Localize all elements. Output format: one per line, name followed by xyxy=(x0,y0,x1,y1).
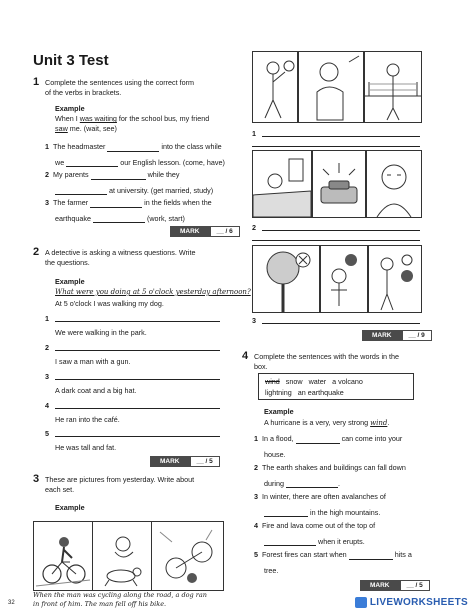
text: house. xyxy=(264,449,286,459)
text: A hurricane is a very, very strong xyxy=(264,418,371,427)
instr-line: each set. xyxy=(45,484,75,494)
text: Fire and lava come out of the top of xyxy=(262,521,376,530)
example-question: What were you doing at 5 o'clock yesterday afternoon? xyxy=(55,288,251,296)
text: (work, start) xyxy=(146,213,185,223)
answer-blank[interactable] xyxy=(264,538,316,546)
picture-set-2-b xyxy=(312,150,366,218)
mark-value[interactable]: __ / 6 xyxy=(210,226,240,237)
text: at university. (get married, study) xyxy=(109,185,214,195)
text: we xyxy=(55,157,65,167)
caption-line: When the man was cycling along the road, a dog ran xyxy=(33,591,207,599)
section-3-instructions xyxy=(45,475,194,494)
section-2-mark xyxy=(150,456,220,467)
item-number: 1 xyxy=(252,129,256,138)
text: in the high mountains. xyxy=(310,507,381,517)
word-box-word: water xyxy=(308,377,327,386)
answer-blank[interactable] xyxy=(286,480,338,488)
word-box-word: an earthquake xyxy=(297,387,344,397)
liveworksheets-logo[interactable] xyxy=(355,597,468,608)
item-number: 3 xyxy=(252,316,256,325)
example-label: Example xyxy=(55,104,85,113)
mark-label: MARK xyxy=(362,330,402,341)
example-answer: saw xyxy=(55,123,68,133)
answer-blank[interactable] xyxy=(296,436,340,444)
item-number: 5 xyxy=(45,429,49,438)
text: can come into your xyxy=(341,434,403,443)
item-number: 4 xyxy=(45,401,49,410)
answer-blank[interactable] xyxy=(349,552,393,560)
example-answer: At 5 o'clock I was walking my dog. xyxy=(55,299,164,308)
answer-line[interactable] xyxy=(262,136,420,137)
item-number: 3 xyxy=(254,492,258,501)
answer-blank[interactable] xyxy=(66,159,118,167)
text: In winter, there are often avalanches of xyxy=(262,492,386,501)
s1-item-2 xyxy=(45,170,235,195)
section-3-mark xyxy=(362,330,432,341)
text: tree. xyxy=(264,565,279,575)
picture-set-2-a xyxy=(252,150,312,218)
answer-line[interactable] xyxy=(252,240,420,241)
answer-line[interactable] xyxy=(55,436,220,437)
s1-item-1 xyxy=(45,142,235,167)
section-2-number: 2 xyxy=(33,246,40,258)
example-caption xyxy=(33,591,207,608)
word-box-row-2 xyxy=(259,387,413,398)
word-box-word: wind xyxy=(265,377,280,386)
item-number: 2 xyxy=(252,223,256,232)
s4-item-4 xyxy=(254,521,422,546)
example-answer: wind xyxy=(370,419,388,427)
section-1-number: 1 xyxy=(33,76,40,88)
text: The farmer xyxy=(53,198,89,207)
example-label: Example xyxy=(55,277,85,286)
item-number: 3 xyxy=(45,198,49,207)
mark-label: MARK xyxy=(360,580,400,591)
s4-item-3 xyxy=(254,492,422,517)
page-number: 32 xyxy=(8,600,15,606)
text: while they xyxy=(147,170,180,179)
example-picture-fall xyxy=(151,521,224,591)
instr-line: Complete the sentences using the correct form xyxy=(45,78,195,87)
answer-blank[interactable] xyxy=(91,172,146,180)
text: in the fields when the xyxy=(144,198,212,207)
mark-value[interactable]: __ / 5 xyxy=(190,456,220,467)
picture-set-2-c xyxy=(366,150,422,218)
item-number: 2 xyxy=(254,463,258,472)
instr-line: the questions. xyxy=(45,257,90,267)
section-4-number: 4 xyxy=(242,350,249,362)
text: into the class while xyxy=(161,142,222,151)
item-number: 1 xyxy=(45,314,49,323)
picture-set-1-b xyxy=(298,51,364,123)
section-4-mark xyxy=(360,580,430,591)
s1-item-3 xyxy=(45,198,235,223)
answer-blank[interactable] xyxy=(93,215,145,223)
instr-line: A detective is asking a witness questions. Write xyxy=(45,248,196,257)
brand-text: LIVEWORKSHEETS xyxy=(369,597,468,608)
answer-line[interactable] xyxy=(55,321,220,322)
text: during xyxy=(264,478,284,488)
word-box xyxy=(258,373,414,400)
answer-line[interactable] xyxy=(55,350,220,351)
example-answer: was waiting xyxy=(79,114,117,123)
section-4-example xyxy=(264,418,389,429)
word-box-word: a volcano xyxy=(332,377,363,386)
mark-label: MARK xyxy=(170,226,210,237)
text: When I xyxy=(55,114,80,123)
example-label: Example xyxy=(55,503,85,512)
section-1-mark xyxy=(170,226,240,237)
mark-value[interactable]: __ / 5 xyxy=(400,580,430,591)
text: me. (wait, see) xyxy=(67,123,117,133)
section-4-instructions xyxy=(254,352,399,371)
liveworksheets-icon xyxy=(355,597,367,608)
text: The earth shakes and buildings can fall down xyxy=(262,463,406,472)
s4-item-1 xyxy=(254,434,422,459)
word-box-word: snow xyxy=(285,377,303,386)
picture-set-1-a xyxy=(252,51,298,123)
text: . xyxy=(337,478,340,488)
picture-set-3-b xyxy=(320,245,368,313)
witness-answer: A dark coat and a big hat. xyxy=(55,386,137,395)
instr-line: box. xyxy=(254,361,268,371)
picture-set-1-c xyxy=(364,51,422,123)
section-1-example xyxy=(55,114,209,133)
s4-item-5 xyxy=(254,550,422,575)
section-2-instructions xyxy=(45,248,195,267)
instr-line: These are pictures from yesterday. Write about xyxy=(45,475,195,484)
caption-line: in front of him. The man fell off his bike. xyxy=(33,599,167,608)
witness-answer: He was tall and fat. xyxy=(55,443,117,452)
page-title: Unit 3 Test xyxy=(33,52,109,69)
witness-answer: I saw a man with a gun. xyxy=(55,357,131,366)
text: Forest fires can start when xyxy=(262,550,347,559)
mark-value[interactable]: __ / 9 xyxy=(402,330,432,341)
answer-line[interactable] xyxy=(262,323,420,324)
item-number: 2 xyxy=(45,170,49,179)
example-label: Example xyxy=(264,407,294,416)
example-picture-cyclist xyxy=(33,521,93,591)
text: our English lesson. (come, have) xyxy=(120,157,225,167)
item-number: 5 xyxy=(254,550,258,559)
item-number: 1 xyxy=(45,142,49,151)
text: The headmaster xyxy=(53,142,106,151)
word-box-row-1 xyxy=(259,374,413,387)
text: . xyxy=(387,418,390,427)
instr-line: Complete the sentences with the words in the xyxy=(254,352,400,361)
answer-blank[interactable] xyxy=(107,144,159,152)
answer-blank[interactable] xyxy=(264,509,308,517)
witness-answer: We were walking in the park. xyxy=(55,328,147,337)
text: hits a xyxy=(394,550,412,559)
picture-set-3-c xyxy=(368,245,422,313)
section-3-number: 3 xyxy=(33,473,40,485)
answer-line[interactable] xyxy=(55,408,220,409)
witness-answer: He ran into the café. xyxy=(55,415,120,424)
example-picture-dog xyxy=(92,521,152,591)
s4-item-2 xyxy=(254,463,422,488)
item-number: 4 xyxy=(254,521,258,530)
answer-blank[interactable] xyxy=(90,200,142,208)
text: for the school bus, my friend xyxy=(116,114,210,123)
picture-set-3-a xyxy=(252,245,320,313)
item-number: 3 xyxy=(45,372,49,381)
section-1-instructions xyxy=(45,78,194,97)
text: In a flood, xyxy=(262,434,294,443)
answer-line[interactable] xyxy=(55,379,220,380)
answer-blank[interactable] xyxy=(55,187,107,195)
item-number: 1 xyxy=(254,434,258,443)
instr-line: of the verbs in brackets. xyxy=(45,87,122,97)
text: when it erupts. xyxy=(318,536,365,546)
mark-label: MARK xyxy=(150,456,190,467)
text: My parents xyxy=(53,170,89,179)
answer-line[interactable] xyxy=(262,230,420,231)
item-number: 2 xyxy=(45,343,49,352)
text: earthquake xyxy=(55,213,91,223)
answer-line[interactable] xyxy=(252,146,420,147)
word-box-word: lightning xyxy=(265,387,292,397)
